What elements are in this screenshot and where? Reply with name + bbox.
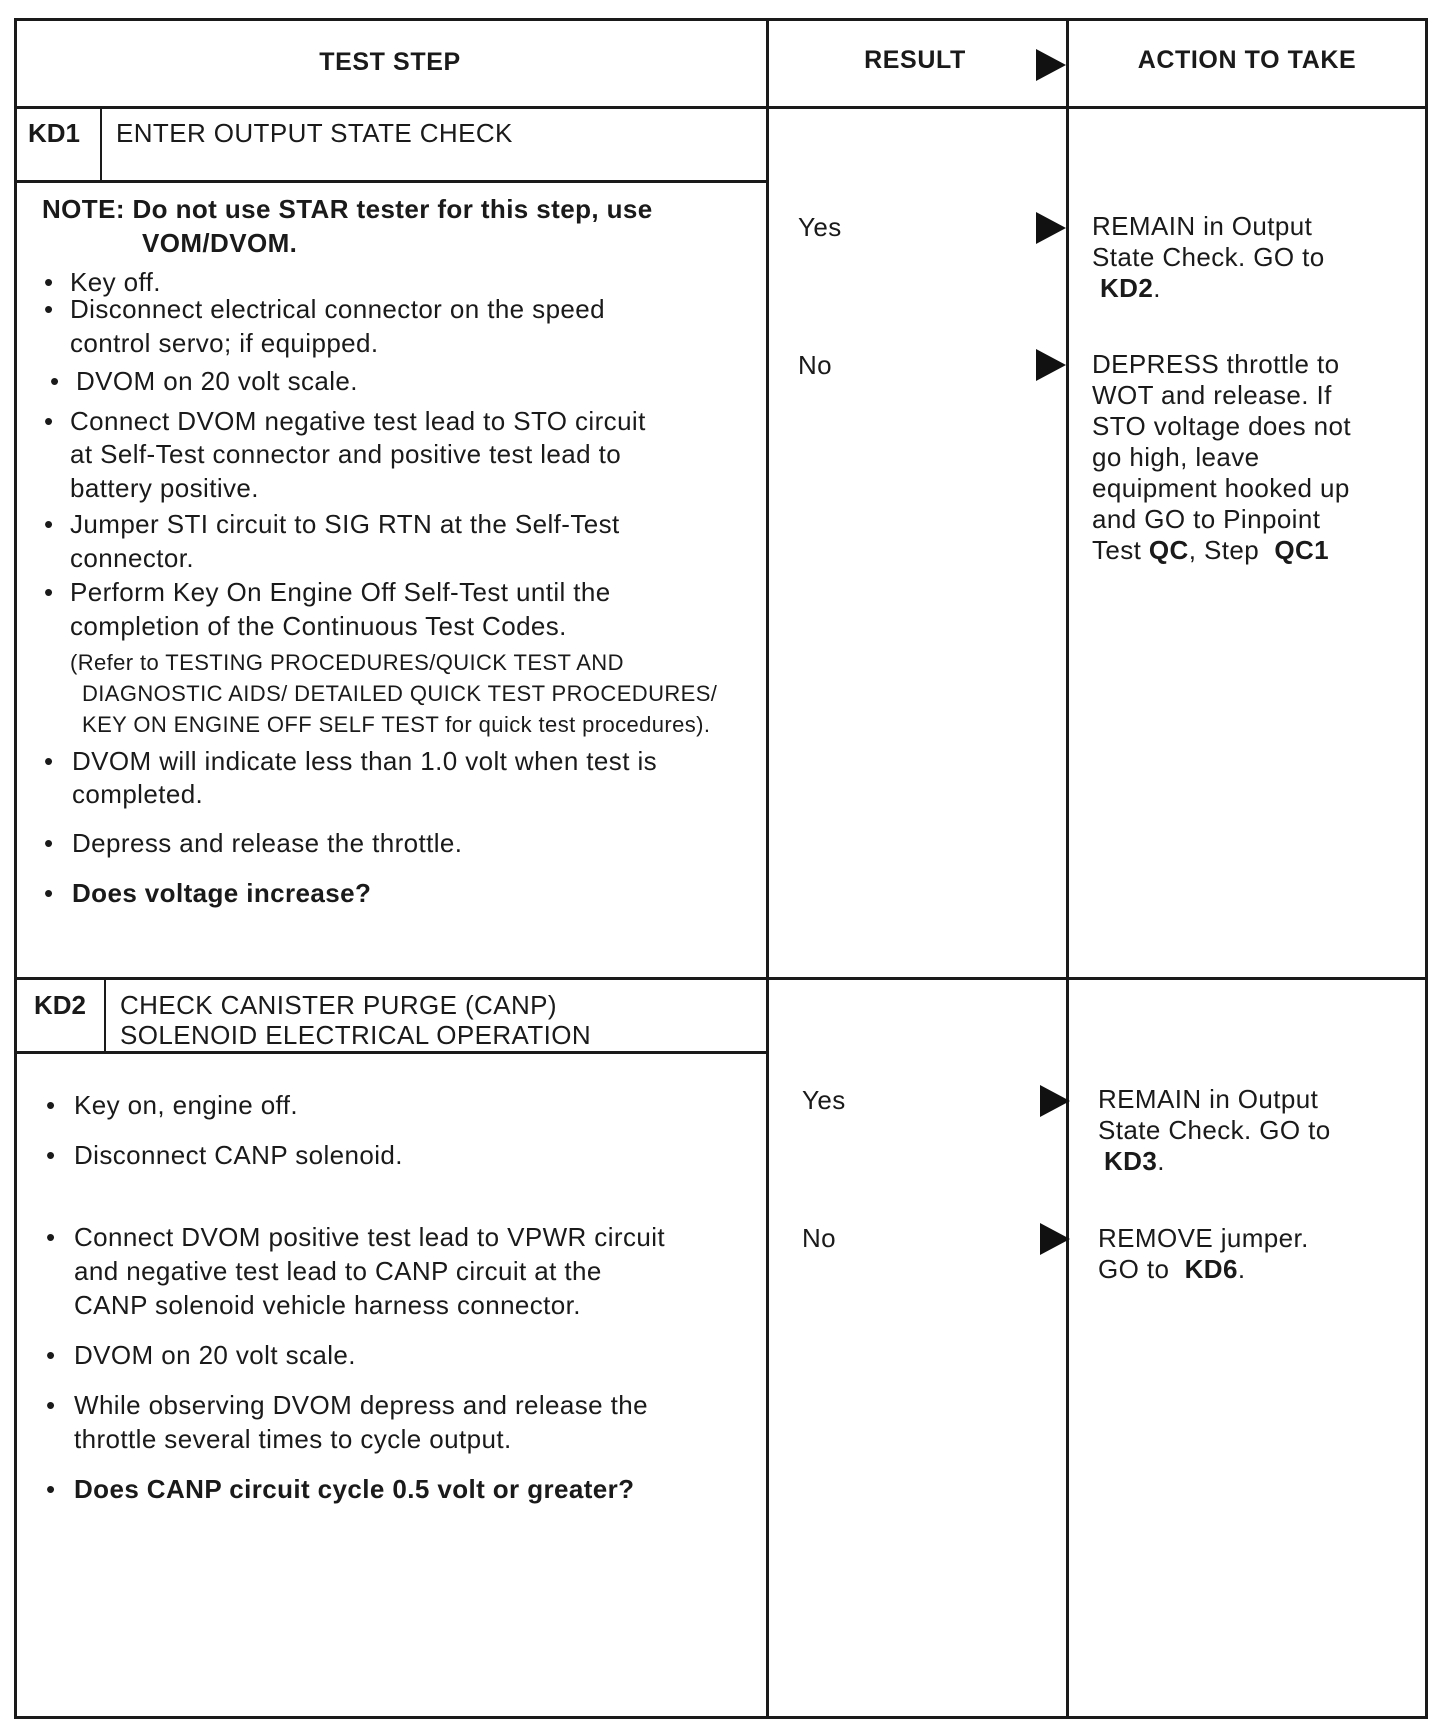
kd1-bullet-7-line1: DVOM will indicate less than 1.0 volt when test is <box>72 746 658 776</box>
col-divider-1 <box>766 18 769 1718</box>
kd1-step-id: KD1 <box>28 118 81 148</box>
header-divider <box>14 106 1428 109</box>
kd1-no-arrow-icon <box>1036 349 1066 381</box>
kd1-no-action-test-label: Test <box>1092 535 1149 565</box>
kd1-no-action-step-id: QC1 <box>1274 535 1329 565</box>
kd1-note-line2: VOM/DVOM. <box>142 228 298 258</box>
kd1-yes-action-line1: REMAIN in Output <box>1092 211 1313 241</box>
kd1-bullet-2-line1: Disconnect electrical connector on the speed <box>70 294 606 324</box>
kd1-id-divider <box>100 106 102 182</box>
table-border-top <box>14 18 1428 21</box>
kd1-yes-action-line2: State Check. GO to <box>1092 242 1325 272</box>
kd1-no-action-line5: equipment hooked up <box>1092 473 1350 503</box>
kd2-no-arrow-icon <box>1040 1223 1070 1255</box>
kd1-note-line1: NOTE: Do not use STAR tester for this step, use <box>42 194 653 224</box>
kd1-no-action-step-label: , Step <box>1188 535 1275 565</box>
kd1-no-action-line4: go high, leave <box>1092 442 1260 472</box>
bullet-icon: • <box>44 746 54 776</box>
kd1-question: Does voltage increase? <box>72 878 372 908</box>
kd2-bullet-5-line1: While observing DVOM depress and release the <box>74 1390 648 1420</box>
bullet-icon: • <box>46 1340 56 1370</box>
kd1-yes-arrow-icon <box>1036 212 1066 244</box>
kd1-no-action-line1: DEPRESS throttle to <box>1092 349 1340 379</box>
kd1-bullet-1: Key off. <box>70 267 161 297</box>
kd2-no-action-line2 <box>1098 1252 1245 1286</box>
bullet-icon: • <box>44 828 54 858</box>
kd2-bullet-5-line2: throttle several times to cycle output. <box>74 1424 512 1454</box>
kd2-yes-arrow-icon <box>1040 1085 1070 1117</box>
kd2-yes-action-step: KD3 <box>1104 1146 1158 1176</box>
kd2-bullet-3-line2: and negative test lead to CANP circuit at the <box>74 1256 602 1286</box>
bullet-icon: • <box>44 878 54 908</box>
kd1-yes-action-line3 <box>1100 271 1161 305</box>
header-arrow-icon <box>1036 49 1066 81</box>
header-result: RESULT <box>864 46 966 74</box>
kd1-bullet-8: Depress and release the throttle. <box>72 828 463 858</box>
kd2-yes-action-line1: REMAIN in Output <box>1098 1084 1319 1114</box>
kd2-step-title-line2: SOLENOID ELECTRICAL OPERATION <box>120 1020 592 1050</box>
bullet-icon: • <box>44 294 54 324</box>
header-action: ACTION TO TAKE <box>1137 46 1357 74</box>
bullet-icon: • <box>46 1222 56 1252</box>
kd1-reference-line3: KEY ON ENGINE OFF SELF TEST for quick test procedures). <box>82 712 711 737</box>
table-border-bottom <box>14 1716 1428 1719</box>
kd1-no-action-line2: WOT and release. If <box>1092 380 1332 410</box>
kd1-bullet-5-line1: Jumper STI circuit to SIG RTN at the Self-Test <box>70 509 620 539</box>
bullet-icon: • <box>44 406 54 436</box>
kd2-bullet-1: Key on, engine off. <box>74 1090 298 1120</box>
bullet-icon: • <box>44 577 54 607</box>
kd2-bullet-4: DVOM on 20 volt scale. <box>74 1340 356 1370</box>
kd1-yes-action-period: . <box>1153 273 1161 303</box>
table-border-right <box>1425 18 1428 1718</box>
kd2-bullet-3-line3: CANP solenoid vehicle harness connector. <box>74 1290 581 1320</box>
bullet-icon: • <box>46 1140 56 1170</box>
kd1-bullet-3: DVOM on 20 volt scale. <box>76 366 358 396</box>
kd2-no-action-go-label: GO to <box>1098 1254 1185 1284</box>
kd1-bullet-4-line3: battery positive. <box>70 473 259 503</box>
kd2-result-yes: Yes <box>802 1085 846 1115</box>
bullet-icon: • <box>44 509 54 539</box>
kd2-yes-action-line2: State Check. GO to <box>1098 1115 1331 1145</box>
kd1-bullet-4-line2: at Self-Test connector and positive test lead to <box>70 439 622 469</box>
kd2-result-no: No <box>802 1223 837 1253</box>
col-divider-2 <box>1066 18 1069 1718</box>
kd2-yes-action-period: . <box>1157 1146 1165 1176</box>
kd1-no-action-line3: STO voltage does not <box>1092 411 1352 441</box>
kd1-yes-action-step: KD2 <box>1100 273 1154 303</box>
kd1-bullet-5-line2: connector. <box>70 543 194 573</box>
kd2-step-id: KD2 <box>34 990 87 1020</box>
kd1-bullet-7-line2: completed. <box>72 779 204 809</box>
kd1-no-action-test-id: QC <box>1148 535 1189 565</box>
bullet-icon: • <box>46 1090 56 1120</box>
kd2-step-title-line1: CHECK CANISTER PURGE (CANP) <box>120 990 557 1020</box>
section-divider <box>14 977 1428 980</box>
kd1-result-yes: Yes <box>798 212 842 242</box>
kd2-no-action-step: KD6 <box>1184 1254 1238 1284</box>
bullet-icon: • <box>46 1390 56 1420</box>
bullet-icon: • <box>50 366 60 396</box>
header-test-step: TEST STEP <box>319 48 461 76</box>
kd1-reference-line1: (Refer to TESTING PROCEDURES/QUICK TEST AND <box>70 650 624 675</box>
table-border-left <box>14 18 17 1718</box>
bullet-icon: • <box>46 1474 56 1504</box>
kd2-bullet-3-line1: Connect DVOM positive test lead to VPWR circuit <box>74 1222 666 1252</box>
kd1-no-action-line7 <box>1092 533 1329 567</box>
kd2-bullet-2: Disconnect CANP solenoid. <box>74 1140 403 1170</box>
kd2-question: Does CANP circuit cycle 0.5 volt or greater? <box>74 1474 635 1504</box>
kd1-bullet-4-line1: Connect DVOM negative test lead to STO circuit <box>70 406 646 436</box>
kd2-yes-action-line3 <box>1104 1144 1165 1178</box>
bullet-icon: • <box>44 267 54 297</box>
kd1-title-underline <box>14 180 768 183</box>
kd2-no-action-period: . <box>1237 1254 1246 1284</box>
kd1-step-title: ENTER OUTPUT STATE CHECK <box>116 118 513 148</box>
kd2-no-action-line1: REMOVE jumper. <box>1098 1223 1309 1253</box>
kd1-no-action-line6: and GO to Pinpoint <box>1092 504 1321 534</box>
kd1-result-no: No <box>798 350 833 380</box>
kd1-bullet-2-line2: control servo; if equipped. <box>70 328 379 358</box>
kd1-reference-line2: DIAGNOSTIC AIDS/ DETAILED QUICK TEST PROCEDURES/ <box>82 681 718 706</box>
kd1-bullet-6-line1: Perform Key On Engine Off Self-Test until the <box>70 577 611 607</box>
kd1-bullet-6-line2: completion of the Continuous Test Codes. <box>70 611 567 641</box>
kd2-id-divider <box>104 977 106 1053</box>
